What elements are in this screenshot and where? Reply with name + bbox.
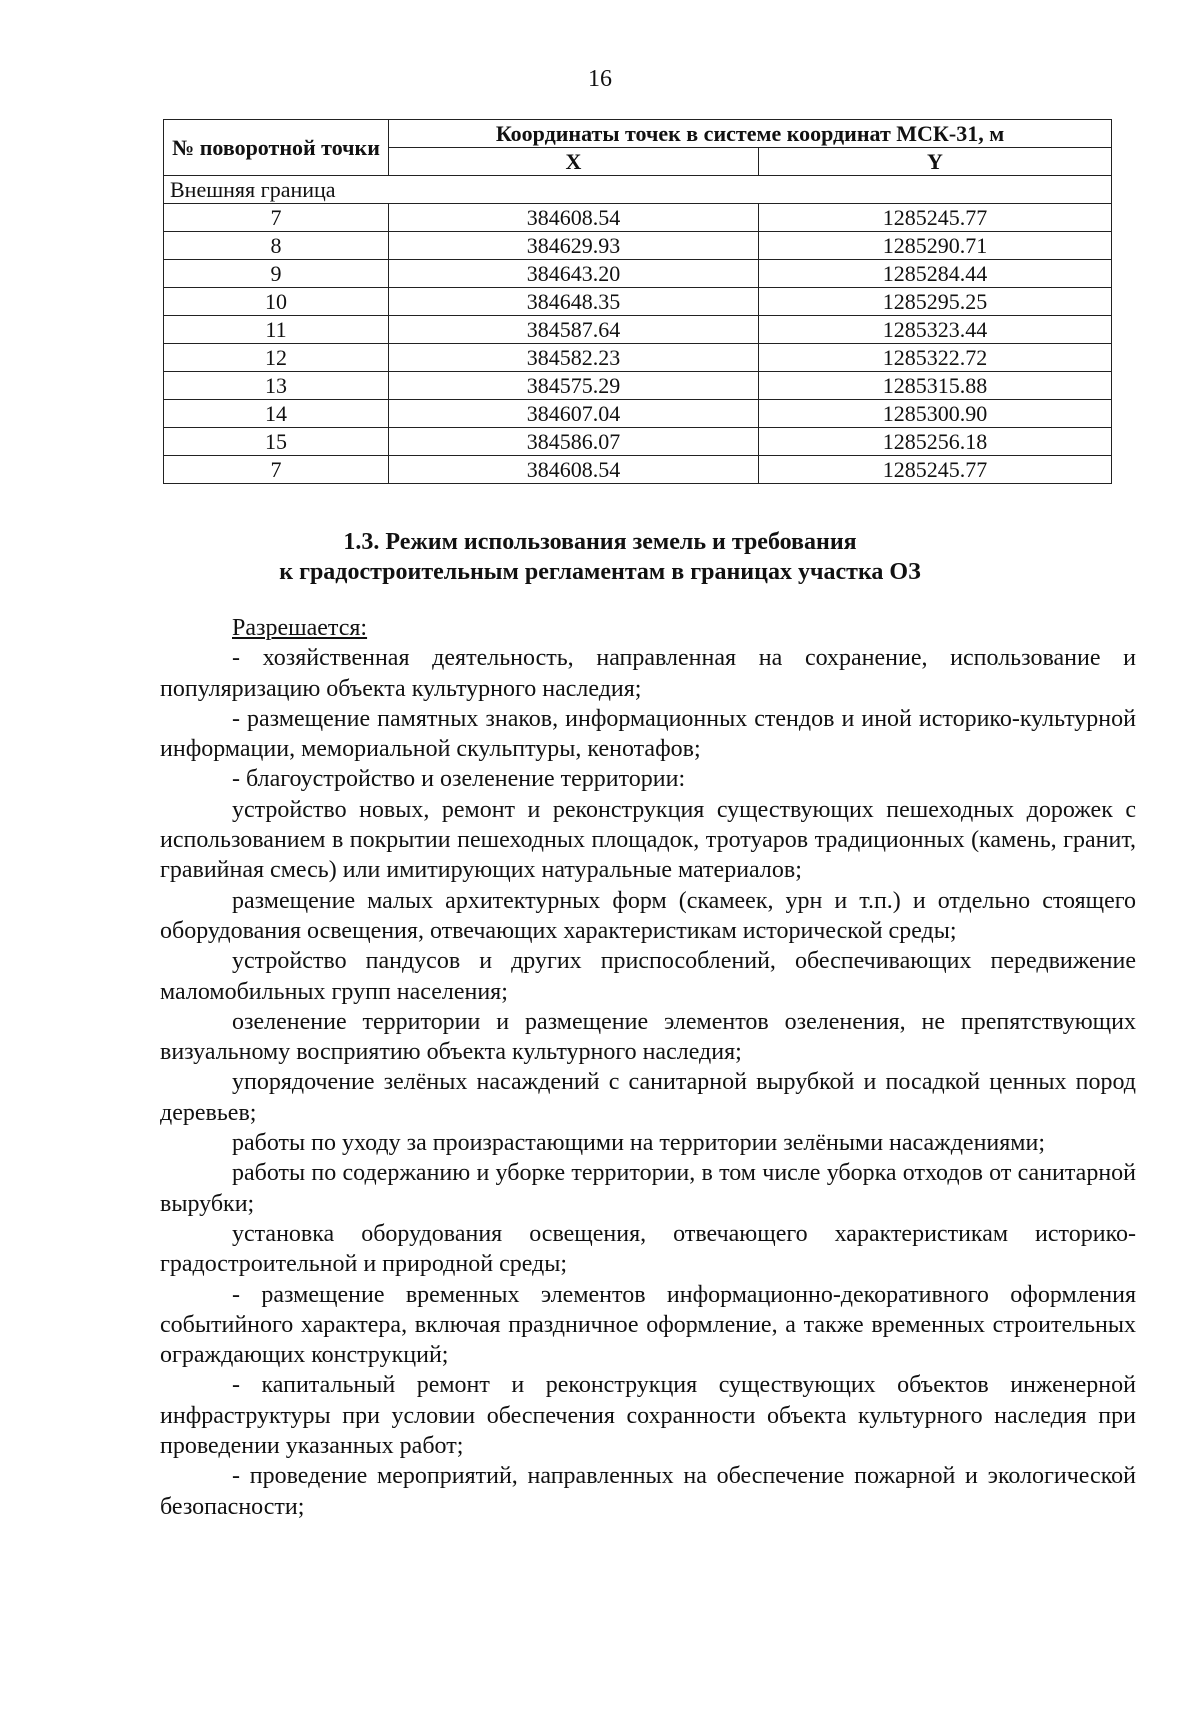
coord-x: 384629.93 xyxy=(389,232,759,260)
section-title-line-2: к градостроительным регламентам в границах участка ОЗ xyxy=(279,559,921,585)
table-row xyxy=(164,456,1112,484)
coord-y: 1285323.44 xyxy=(759,316,1112,344)
coord-x: 384586.07 xyxy=(389,428,759,456)
paragraph: устройство новых, ремонт и реконструкция существующих пешеходных дорожек с использованием в покрытии пешеходных площадок, тротуаров традиционных (камень, гранит, гравийная смесь) или имитирующих натуральные материалов; xyxy=(160,796,1136,884)
table-row xyxy=(164,400,1112,428)
coord-x: 384582.23 xyxy=(389,344,759,372)
point-number: 13 xyxy=(164,372,389,400)
group-label-outer-boundary: Внешняя граница xyxy=(164,176,1112,204)
coord-y: 1285284.44 xyxy=(759,260,1112,288)
paragraph: - размещение временных элементов информационно-декоративного оформления событийного характера, включая праздничное оформление, а также временных строительных ограждающих конструкций; xyxy=(160,1281,1136,1369)
section-title xyxy=(0,527,1200,587)
coord-y: 1285245.77 xyxy=(759,204,1112,232)
coord-y: 1285322.72 xyxy=(759,344,1112,372)
table-row xyxy=(164,288,1112,316)
point-number: 7 xyxy=(164,456,389,484)
coord-x: 384575.29 xyxy=(389,372,759,400)
coordinates-table xyxy=(163,119,1112,484)
paragraph: работы по содержанию и уборке территории, в том числе уборка отходов от санитарной вырубки; xyxy=(160,1160,1136,1217)
coord-x: 384587.64 xyxy=(389,316,759,344)
coord-y: 1285295.25 xyxy=(759,288,1112,316)
coord-x: 384608.54 xyxy=(389,456,759,484)
table-row xyxy=(164,372,1112,400)
paragraph: - благоустройство и озеленение территории: xyxy=(232,766,686,793)
paragraph: - размещение памятных знаков, информационных стендов и иной историко-культурной информации, мемориальной скульптуры, кенотафов; xyxy=(160,705,1136,763)
table-row xyxy=(164,232,1112,260)
table-row xyxy=(164,260,1112,288)
paragraph: размещение малых архитектурных форм (скамеек, урн и т.п.) и отдельно стоящего оборудования освещения, отвечающих характеристикам исторической среды; xyxy=(160,887,1136,944)
point-number: 11 xyxy=(164,316,389,344)
coord-x: 384607.04 xyxy=(389,400,759,428)
coord-y: 1285245.77 xyxy=(759,456,1112,484)
paragraph: работы по уходу за произрастающими на территории зелёными насаждениями; xyxy=(232,1130,1045,1157)
point-number: 9 xyxy=(164,260,389,288)
coord-y: 1285300.90 xyxy=(759,400,1112,428)
paragraph: - капитальный ремонт и реконструкция существующих объектов инженерной инфраструктуры при условии обеспечения сохранности объекта культурного наследия при проведении указанных работ; xyxy=(160,1372,1136,1460)
section-title-line-1: 1.3. Режим использования земель и требования xyxy=(343,529,857,555)
coord-x: 384608.54 xyxy=(389,204,759,232)
header-coordinates: Координаты точек в системе координат МСК-31, м xyxy=(389,120,1112,148)
table-row xyxy=(164,428,1112,456)
point-number: 14 xyxy=(164,400,389,428)
coord-y: 1285290.71 xyxy=(759,232,1112,260)
coord-x: 384648.35 xyxy=(389,288,759,316)
coord-y: 1285315.88 xyxy=(759,372,1112,400)
paragraph: упорядочение зелёных насаждений с санитарной вырубкой и посадкой ценных пород деревьев; xyxy=(160,1069,1136,1126)
point-number: 15 xyxy=(164,428,389,456)
allowed-label: Разрешается: xyxy=(232,615,368,641)
point-number: 10 xyxy=(164,288,389,316)
page-number: 16 xyxy=(588,66,612,92)
paragraph: озеленение территории и размещение элементов озеленения, не препятствующих визуальному восприятию объекта культурного наследия; xyxy=(160,1008,1136,1066)
header-point-number: № поворотной точки xyxy=(164,120,389,176)
coord-x: 384643.20 xyxy=(389,260,759,288)
table-row xyxy=(164,344,1112,372)
table-row xyxy=(164,316,1112,344)
paragraph: устройство пандусов и других приспособлений, обеспечивающих передвижение маломобильных групп населения; xyxy=(160,948,1136,1005)
paragraph: установка оборудования освещения, отвечающего характеристикам историко-градостроительной и природной среды; xyxy=(160,1220,1136,1278)
point-number: 7 xyxy=(164,204,389,232)
header-x: X xyxy=(389,148,759,176)
header-y: Y xyxy=(759,148,1112,176)
coord-y: 1285256.18 xyxy=(759,428,1112,456)
section-body xyxy=(160,613,1136,1522)
table-row xyxy=(164,204,1112,232)
paragraph: - хозяйственная деятельность, направленная на сохранение, использование и популяризацию объекта культурного наследия; xyxy=(160,645,1136,702)
point-number: 8 xyxy=(164,232,389,260)
paragraph: - проведение мероприятий, направленных на обеспечение пожарной и экологической безопасности; xyxy=(160,1463,1136,1520)
point-number: 12 xyxy=(164,344,389,372)
